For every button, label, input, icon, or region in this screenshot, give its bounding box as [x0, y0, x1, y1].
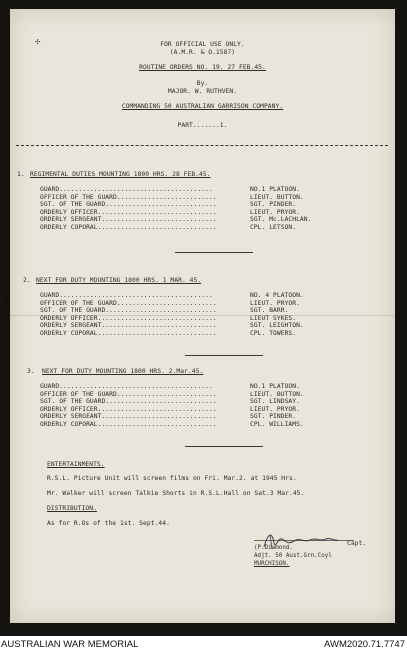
section-title: NEXT FOR DUTY MOUNTING 1800 HRS. 2.Mar.45. [42, 368, 204, 375]
entertainments-heading: ENTERTAINMENTS. [47, 461, 105, 468]
role-label: ORDERLY OFFICER............................... [40, 208, 217, 216]
section-assignments [250, 186, 311, 232]
role-label: SGT. OF THE GUARD............................. [40, 398, 217, 406]
document-page [10, 9, 395, 623]
duty-assignment: NO. 4 PLATOON. [250, 292, 304, 299]
role-label: ORDERLY OFFICER............................... [40, 405, 217, 413]
signature-line [254, 540, 354, 541]
role-label: ORDERLY COPORAL............................... [40, 329, 217, 337]
role-label: SGT. OF THE GUARD............................. [40, 201, 217, 209]
signature-rank: Capt. [347, 540, 367, 547]
distribution-heading: DISTRIBUTION. [47, 505, 97, 512]
section-title: NEXT FOR DUTY MOUNTING 1800 HRS. 1 MAR. 45. [36, 277, 202, 284]
role-label: ORDERLY COPORAL............................... [40, 223, 217, 231]
header-divider [16, 145, 388, 146]
section-assignments [250, 383, 304, 429]
role-label: GUARD........................................ [40, 383, 213, 390]
duty-assignment: LIEUT. PRYOR. [250, 208, 300, 216]
role-label: ORDERLY SERGEANT.............................. [40, 216, 217, 224]
role-label: ORDERLY SERGEANT.............................. [40, 322, 217, 330]
duty-assignment: LIEUT. PRYOR. [250, 405, 300, 413]
orders-title: ROUTINE ORDERS NO. 19. 27 FEB.45. [139, 64, 266, 71]
duty-assignment: SGT. BARR. [250, 307, 289, 315]
entertainments-line: R.S.L. Picture Unit will screen films on Fri. Mar.2. at 1945 Hrs. [47, 475, 297, 482]
role-label: OFFICER OF THE GUARD.......................... [40, 390, 217, 398]
role-label: OFFICER OF THE GUARD.......................... [40, 193, 217, 201]
section-number: 3. [27, 368, 35, 375]
section-divider [185, 355, 263, 356]
duty-assignment: LIEUT. PRYOR. [250, 299, 300, 307]
role-label: GUARD........................................ [40, 186, 213, 193]
section-roles [40, 186, 217, 232]
role-label: ORDERLY OFFICER............................... [40, 314, 217, 322]
pin-hole-mark: ✢ [35, 37, 41, 47]
duty-assignment: LIEUT SYKES. [250, 314, 297, 322]
role-label: SGT. OF THE GUARD............................. [40, 307, 217, 315]
duty-assignment: NO.1 PLATOON. [250, 383, 300, 390]
duty-assignment: LIEUT. BUTTON. [250, 193, 304, 201]
duty-assignment: NO.1 PLATOON. [250, 186, 300, 193]
officer-name: MAJOR. W. RUTHVEN. [167, 88, 238, 95]
distribution-text: As for R.Os of the 1st. Sept.44. [47, 520, 170, 527]
reference-line: (A.M.R. & O.1587) [169, 49, 236, 56]
role-label: ORDERLY SERGEANT.............................. [40, 413, 217, 421]
part-line: PART.......1. [177, 122, 228, 129]
duty-assignment: SGT. LEIGHTON. [250, 322, 304, 330]
role-label: GUARD........................................ [40, 292, 213, 299]
role-label: ORDERLY COPORAL............................... [40, 420, 217, 428]
signatory-name: (P.Diamond. [254, 545, 293, 551]
archive-source-label: AUSTRALIAN WAR MEMORIAL [1, 639, 139, 650]
section-assignments [250, 292, 304, 338]
duty-assignment: CPL. LETSON. [250, 223, 297, 231]
section-number: 1. [17, 171, 25, 178]
accession-number: AWM2020.71.7747 [324, 639, 405, 650]
duty-assignment: CPL. TOWERS. [250, 329, 297, 337]
duty-assignment: SGT. LINDSAY. [250, 398, 300, 406]
duty-assignment: LIEUT. BUTTON. [250, 390, 304, 398]
scan-edge-arrow-icon: ▼ [0, 297, 4, 304]
duty-assignment: SGT. Mc.LACHLAN. [250, 216, 312, 224]
duty-assignment: CPL. WILLIAMS. [250, 420, 304, 428]
command-line: COMMANDING 50 AUSTRALIAN GARRISON COMPANY. [121, 103, 284, 110]
role-label: OFFICER OF THE GUARD.......................... [40, 299, 217, 307]
duty-assignment: SGT. PINDER. [250, 413, 297, 421]
section-divider [175, 252, 253, 253]
section-divider [185, 446, 263, 447]
section-number: 2. [23, 277, 31, 284]
duty-assignment: SGT. PINDER. [250, 201, 297, 209]
section-roles [40, 383, 217, 429]
section-title: REGIMENTAL DUTIES MOUNTING 1800 HRS. 28 FEB.45. [30, 171, 211, 178]
by-line: By. [196, 80, 209, 87]
signatory-title: Adjt. 50 Aust.Grn.Coyl [254, 553, 332, 559]
entertainments-line: Mr. Walker will screen Talkie Shorts in R.S.L.Hall on Sat.3 Mar.45. [47, 490, 305, 497]
signatory-place: MURCHISON. [254, 561, 290, 567]
section-roles [40, 292, 217, 338]
classification-line: FOR OFFICIAL USE ONLY. [160, 41, 245, 48]
